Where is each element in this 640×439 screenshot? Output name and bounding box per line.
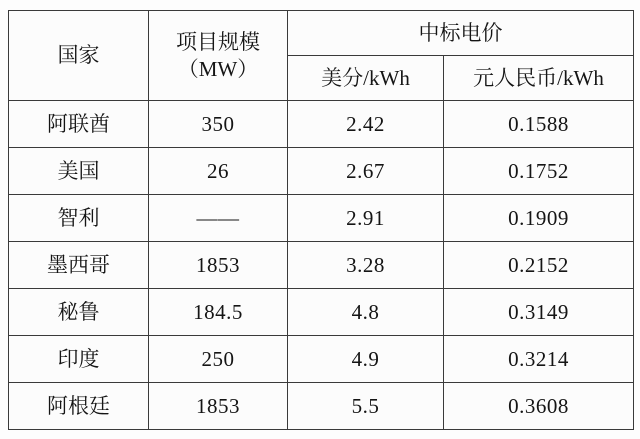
col-header-scale-line2: （MW）	[177, 56, 259, 81]
table-row	[9, 289, 634, 336]
col-header-price-rmb: 元人民币/kWh	[444, 56, 634, 101]
col-header-country: 国家	[9, 11, 149, 101]
cell-country: 阿根廷	[9, 383, 149, 430]
table-row	[9, 242, 634, 289]
cell-price-rmb: 0.3608	[444, 383, 634, 430]
cell-price-rmb: 0.3149	[444, 289, 634, 336]
table-body	[9, 101, 634, 430]
cell-country: 印度	[9, 336, 149, 383]
table-header	[9, 11, 634, 101]
col-header-price-cents: 美分/kWh	[288, 56, 444, 101]
cell-country: 秘鲁	[9, 289, 149, 336]
table-row	[9, 336, 634, 383]
cell-price-cents: 3.28	[288, 242, 444, 289]
cell-price-cents: 4.9	[288, 336, 444, 383]
cell-country: 墨西哥	[9, 242, 149, 289]
table-row	[9, 101, 634, 148]
cell-country: 美国	[9, 148, 149, 195]
table-row	[9, 195, 634, 242]
col-header-scale-line1: 项目规模	[176, 30, 260, 55]
cell-price-cents: 2.67	[288, 148, 444, 195]
col-header-price-group: 中标电价	[288, 11, 634, 56]
cell-scale-mw: 1853	[149, 242, 288, 289]
col-header-scale	[149, 11, 288, 101]
cell-scale-mw: 350	[149, 101, 288, 148]
cell-price-cents: 2.91	[288, 195, 444, 242]
cell-price-rmb: 0.3214	[444, 336, 634, 383]
cell-scale-mw: 250	[149, 336, 288, 383]
table-row	[9, 148, 634, 195]
header-row-1	[9, 11, 634, 56]
table-row	[9, 383, 634, 430]
cell-price-rmb: 0.1588	[444, 101, 634, 148]
bid-price-table	[8, 10, 634, 430]
cell-price-rmb: 0.1752	[444, 148, 634, 195]
cell-country: 阿联酋	[9, 101, 149, 148]
cell-scale-mw: 184.5	[149, 289, 288, 336]
cell-country: 智利	[9, 195, 149, 242]
cell-scale-mw: 26	[149, 148, 288, 195]
cell-price-cents: 5.5	[288, 383, 444, 430]
cell-price-cents: 4.8	[288, 289, 444, 336]
cell-price-rmb: 0.2152	[444, 242, 634, 289]
cell-scale-mw: ——	[149, 195, 288, 242]
cell-price-rmb: 0.1909	[444, 195, 634, 242]
cell-scale-mw: 1853	[149, 383, 288, 430]
cell-price-cents: 2.42	[288, 101, 444, 148]
